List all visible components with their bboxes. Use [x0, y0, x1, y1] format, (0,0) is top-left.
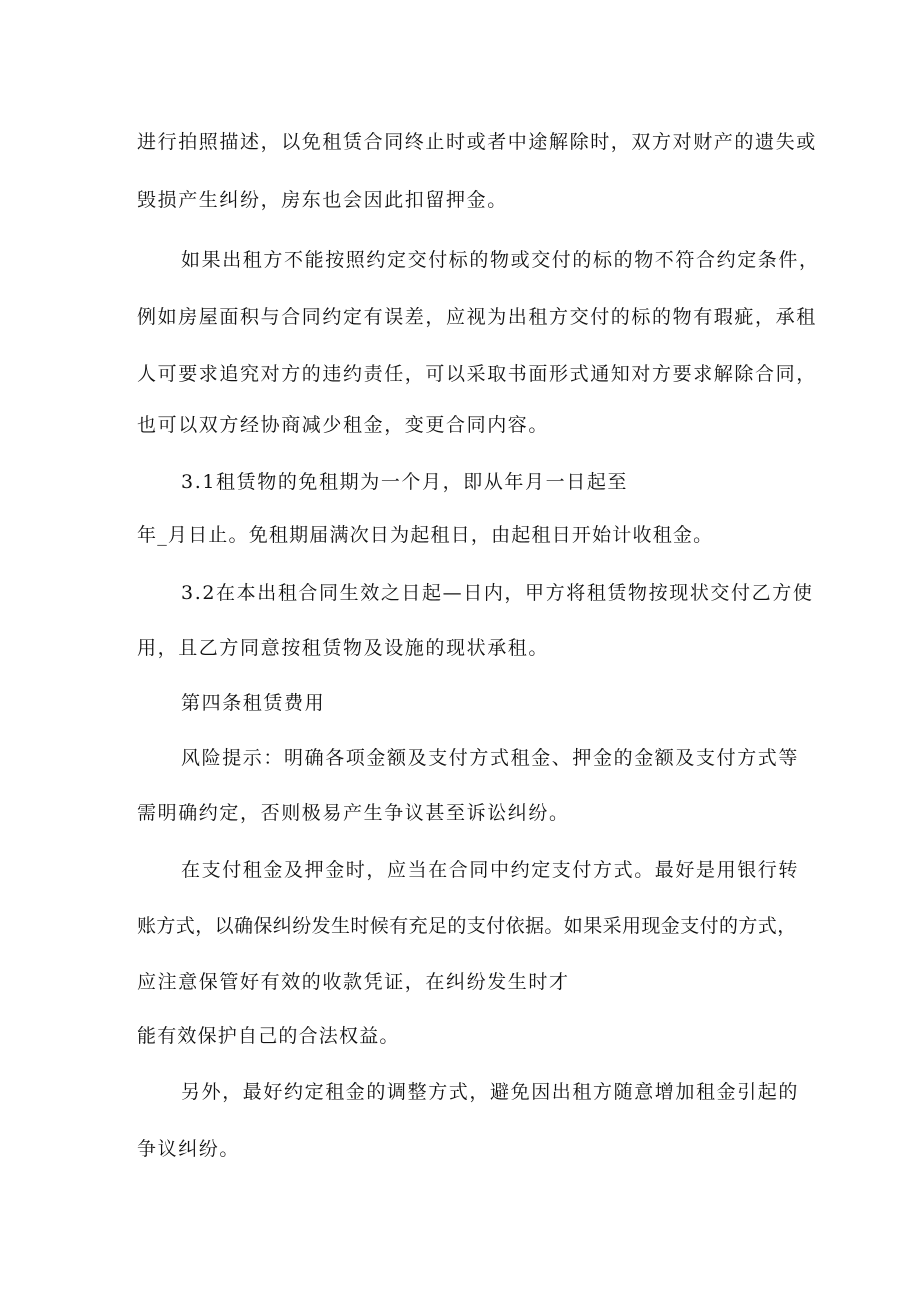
- text-line: 风险提示：明确各项金额及支付方式租金、押金的金额及支付方式等: [181, 747, 800, 769]
- text-line: 人可要求追究对方的违约责任，可以采取书面形式通知对方要求解除合同，: [137, 363, 817, 385]
- text-line: 需明确约定，否则极易产生争议甚至诉讼纠纷。: [137, 802, 570, 824]
- text-line: 争议纠纷。: [137, 1138, 241, 1160]
- text-line: 3.1租赁物的免租期为一个月，即从年月一日起至: [181, 471, 629, 493]
- text-line: 用，且乙方同意按租赁物及设施的现状承租。: [137, 637, 550, 659]
- text-line: 进行拍照描述，以免租赁合同终止时或者中途解除时，双方对财产的遗失或: [137, 131, 817, 153]
- text-line: 年_月日止。免租期届满次日为起租日，由起租日开始计收租金。: [137, 524, 714, 546]
- text-line: 3.2在本出租合同生效之日起—日内，甲方将租赁物按现状交付乙方使: [181, 582, 814, 604]
- text-line: 应注意保管好有效的收款凭证，在纠纷发生时才: [137, 971, 570, 993]
- section-heading: 第四条租赁费用: [181, 692, 326, 714]
- text-line: 能有效保护自己的合法权益。: [137, 1025, 400, 1047]
- text-line: 另外，最好约定租金的调整方式，避免因出租方随意增加租金引起的: [181, 1081, 800, 1103]
- text-line: 如果出租方不能按照约定交付标的物或交付的标的物不符合约定条件，: [181, 249, 820, 271]
- text-line: 账方式，以确保纠纷发生时候有充足的支付依据。如果采用现金支付的方式，: [137, 915, 797, 937]
- text-line: 毁损产生纠纷，房东也会因此扣留押金。: [137, 189, 508, 211]
- text-line: 例如房屋面积与合同约定有误差，应视为出租方交付的标的物有瑕疵，承租: [137, 306, 817, 328]
- text-line: 在支付租金及押金时，应当在合同中约定支付方式。最好是用银行转: [181, 859, 800, 881]
- text-line: 也可以双方经协商减少租金，变更合同内容。: [137, 414, 550, 436]
